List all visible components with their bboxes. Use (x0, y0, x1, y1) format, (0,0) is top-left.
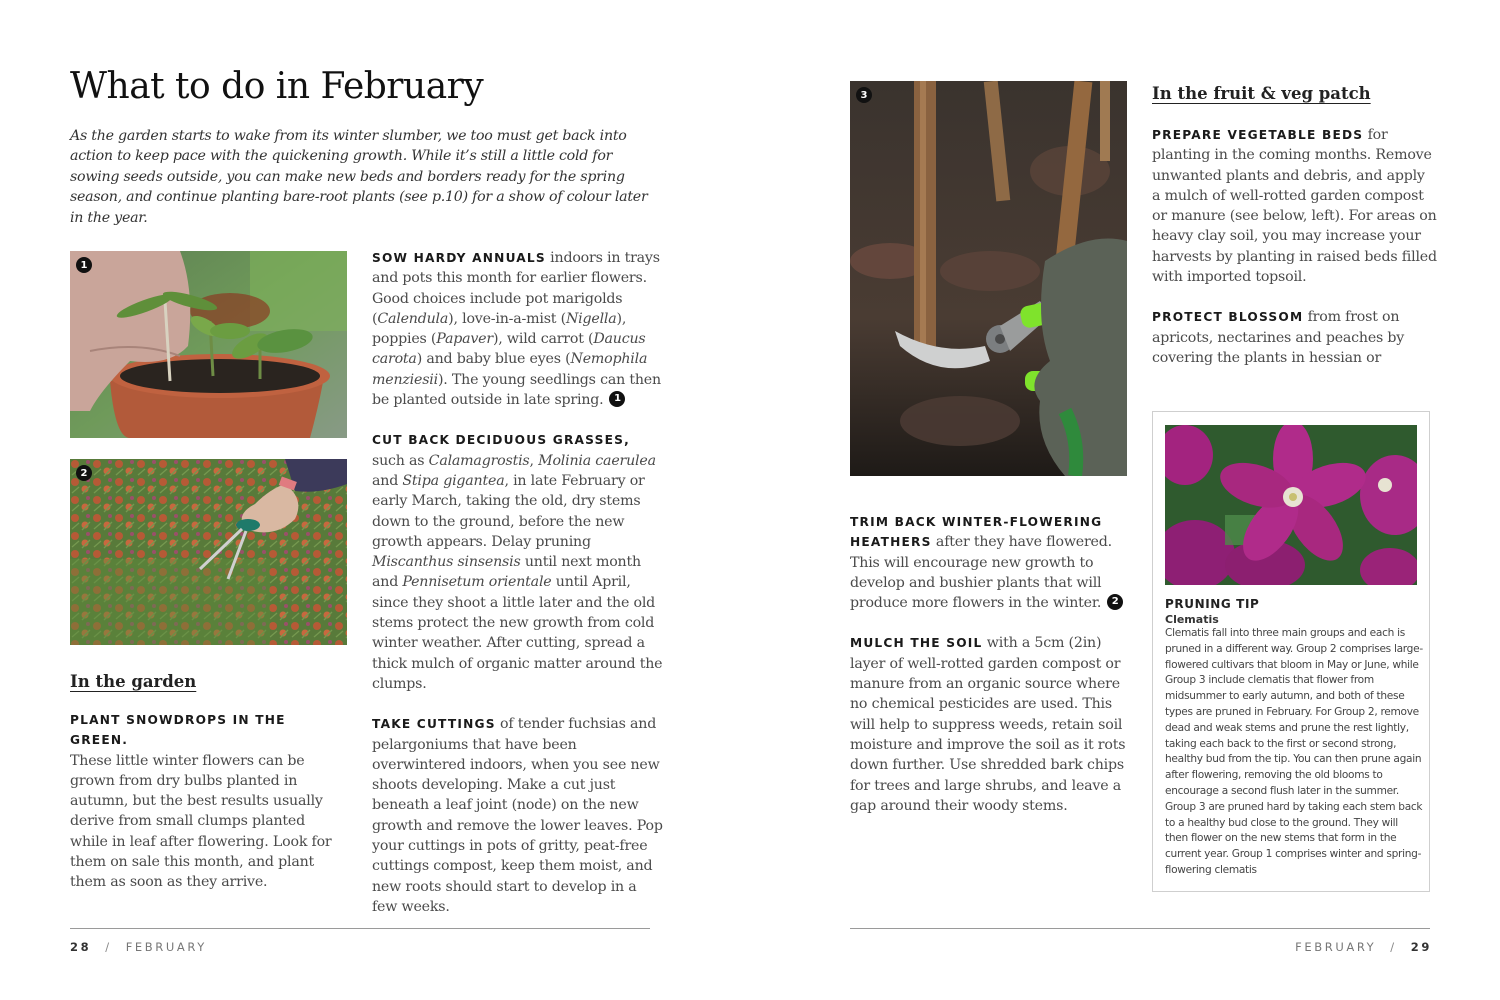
sow-hardy-annuals-paragraph: SOW HARDY ANNUALS indoors in trays and pots this month for earlier flowers. Good choices include pot marigolds (Calendula), love-in-a-mist (Nigella), poppies (Papaver), wild carrot (Daucus carota) and baby blue eyes (Nemophila menziesii). The young seedlings can then be planted outside in late spring. 1 (372, 250, 661, 409)
step-marker-2: 2 (1107, 594, 1123, 610)
mulch-soil-paragraph: MULCH THE SOIL with a 5cm (2in) layer of well-rotted garden compost or manure from an organic source where no chemical pesticides are used. This will help to suppress weeds, retain soil moisture and improve the soil as it rots down further. Use shredded bark chips for trees and large shrubs, and leave a gap around their woody stems. (850, 635, 1126, 814)
lead-mulch-the-soil: MULCH THE SOIL (850, 636, 983, 651)
intro-paragraph: As the garden starts to wake from its winter slumber, we too must get back into action to keep pace with the quickening growth. While it’s still a little cold for sowing seeds outside, you can make new beds and borders ready for the spring season, and continue planting bare-root plants (see p.10) for a show of colour later in the year. (70, 128, 648, 226)
left-folio: 28 / FEBRUARY (70, 940, 207, 954)
seedlings-image (70, 251, 347, 438)
lead-trim-heathers: TRIM BACK WINTER-FLOWERING HEATHERS (850, 515, 1103, 550)
photo-marker-2: 2 (76, 465, 92, 481)
snowdrops-paragraph (70, 710, 340, 893)
prepare-beds-paragraph: PREPARE VEGETABLE BEDS for planting in the coming months. Remove unwanted plants and debris, and apply a mulch of well-rotted garden compost or manure (see below, left). For areas on heavy clay soil, you may increase your harvests by planting in raised beds filled with imported topsoil. (1152, 127, 1437, 286)
right-column-one (850, 512, 1135, 816)
section-heading-fruit-veg: In the fruit & veg patch (1152, 84, 1371, 103)
left-column-two (372, 248, 664, 917)
right-page-number: 29 (1410, 940, 1432, 954)
right-footer-rule (850, 928, 1430, 929)
in-the-garden-section (70, 672, 340, 893)
page-title: What to do in February (70, 66, 484, 107)
pruning-image (850, 81, 1127, 476)
left-footer-rule (70, 928, 650, 929)
lead-plant-snowdrops: PLANT SNOWDROPS IN THE GREEN. (70, 713, 286, 748)
pruning-tip-title: PRUNING TIP (1165, 597, 1260, 611)
lead-protect-blossom: PROTECT BLOSSOM (1152, 310, 1304, 325)
trim-heathers-paragraph: TRIM BACK WINTER-FLOWERING HEATHERS after they have flowered. This will encourage new growth to develop and bushier plants that will produce more flowers in the winter. 2 (850, 512, 1135, 613)
take-cuttings-paragraph: TAKE CUTTINGS of tender fuchsias and pelargoniums that have been overwintered indoors, when you see new shoots developing. Make a cut just beneath a leaf joint (node) on the new growth and remove the lower leaves. Pop your cuttings in pots of gritty, peat-free cuttings compost, keep them moist, and new roots should start to develop in a few weeks. (372, 716, 663, 915)
step-marker-1: 1 (609, 391, 625, 407)
photo-clematis (1165, 425, 1417, 585)
lead-cut-back-grasses: CUT BACK DECIDUOUS GRASSES, (372, 433, 630, 448)
photo-seedlings (70, 251, 347, 438)
right-running-head: FEBRUARY (1295, 940, 1377, 954)
section-heading-in-the-garden: In the garden (70, 672, 197, 691)
lead-prepare-vegetable-beds: PREPARE VEGETABLE BEDS (1152, 128, 1364, 142)
pruning-tip-box (1152, 411, 1430, 892)
protect-blossom-paragraph: PROTECT BLOSSOM from frost on apricots, nectarines and peaches by covering the plants in hessian or (1152, 309, 1405, 366)
lead-sow-hardy-annuals: SOW HARDY ANNUALS (372, 251, 546, 265)
pruning-tip-subtitle: Clematis (1165, 613, 1219, 626)
right-folio: FEBRUARY / 29 (1295, 940, 1432, 954)
cut-back-grasses-paragraph: CUT BACK DECIDUOUS GRASSES, such as Calamagrostis, Molinia caerulea and Stipa gigantea, in late February or early March, taking the old, dry stems down to the ground, before the new growth appears. Delay pruning Miscanthus sinsensis until next month and Pennisetum orientale until April, since they shoot a little later and the old stems protect the new growth from cold winter weather. After cutting, spread a thick mulch of organic matter around the clumps. (372, 433, 663, 692)
fruit-veg-section (1152, 84, 1437, 368)
left-running-head: FEBRUARY (125, 940, 207, 954)
left-page-number: 28 (70, 940, 92, 954)
pruning-tip-text: Clematis fall into three main groups and each is pruned in a different way. Group 2 comprises large-flowered cultivars that bloom in May or June, while Group 3 include clematis that flower from midsummer to early autumn, and both of these types are pruned in February. For Group 2, remove dead and weak stems and prune the rest lightly, taking each back to the first or second strong, healthy bud from the tip. You can then prune again after flowering, removing the old blooms to encourage a second flush later in the summer. Group 3 are pruned hard by taking each stem back to a healthy bud close to the ground. They will then flower on the new stems that form in the current year. Group 1 comprises winter and spring-flowering clematis (1165, 627, 1423, 876)
clematis-image (1165, 425, 1417, 585)
photo-heathers (70, 459, 347, 645)
snowdrops-text: These little winter flowers can be grown from dry bulbs planted in autumn, but the best results usually derive from small clumps planted while in leaf after flowering. Look for them on sale this month, and plant them as soon as they arrive. (70, 752, 332, 891)
lead-take-cuttings: TAKE CUTTINGS (372, 717, 496, 732)
photo-pruning (850, 81, 1127, 476)
photo-marker-1: 1 (76, 257, 92, 273)
heathers-image (70, 459, 347, 645)
photo-marker-3: 3 (856, 87, 872, 103)
